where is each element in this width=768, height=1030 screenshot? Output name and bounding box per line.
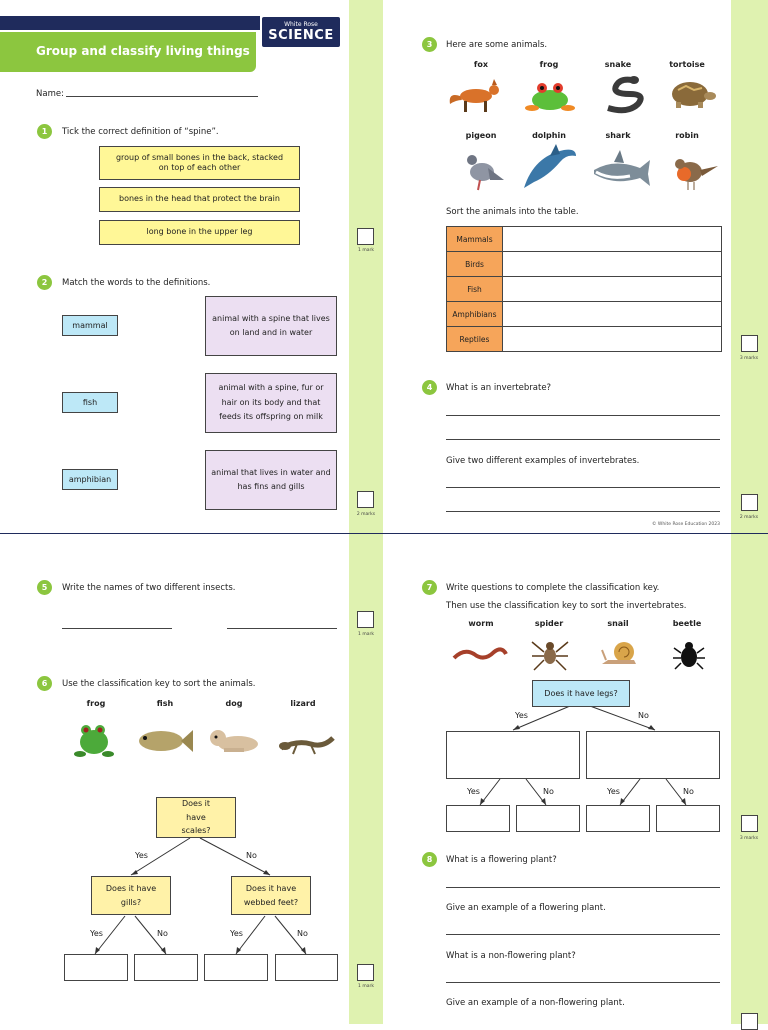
yes-label: Yes bbox=[607, 787, 620, 796]
mark-box-q3[interactable] bbox=[741, 335, 758, 352]
definition-1[interactable]: animal with a spine that lives on land and in water bbox=[205, 296, 337, 356]
table-row bbox=[447, 277, 722, 302]
question-7-text: Write questions to complete the classification key. bbox=[446, 583, 660, 593]
question-5-text: Write the names of two different insects. bbox=[62, 583, 236, 593]
answer-line[interactable] bbox=[227, 628, 337, 629]
answer-reptiles[interactable] bbox=[503, 327, 722, 352]
group-mammals: Mammals bbox=[447, 227, 503, 252]
table-row bbox=[447, 302, 722, 327]
question-8-text: What is a flowering plant? bbox=[446, 855, 557, 865]
worm-image bbox=[450, 640, 510, 668]
table-row bbox=[447, 227, 722, 252]
header-bar bbox=[0, 16, 260, 30]
animal-label-snail: snail bbox=[607, 619, 629, 628]
beetle-image bbox=[672, 638, 706, 672]
tree-frog-image bbox=[70, 718, 116, 760]
white-rose-science-logo bbox=[262, 17, 340, 47]
sort-table bbox=[446, 226, 722, 352]
animal-label-tortoise: tortoise bbox=[669, 60, 705, 69]
tortoise-image bbox=[664, 76, 718, 112]
marks-q6: 1 mark bbox=[358, 984, 374, 989]
page-title: Group and classify living things bbox=[36, 44, 250, 58]
answer-mammals[interactable] bbox=[503, 227, 722, 252]
question-8-text-3: What is a non-flowering plant? bbox=[446, 951, 576, 961]
snake-image bbox=[598, 72, 648, 114]
definition-3[interactable]: animal that lives in water and has fins and gills bbox=[205, 450, 337, 510]
spider-image bbox=[530, 634, 570, 674]
question-number-5: 5 bbox=[37, 580, 52, 595]
question-6-text: Use the classification key to sort the animals. bbox=[62, 679, 256, 689]
answer-line[interactable] bbox=[62, 628, 172, 629]
table-row bbox=[447, 252, 722, 277]
yes-label: Yes bbox=[135, 851, 148, 860]
logo-small-text: White Rose bbox=[284, 21, 318, 28]
question-4-text-2: Give two different examples of invertebrates. bbox=[446, 456, 640, 466]
group-fish: Fish bbox=[447, 277, 503, 302]
frog-image bbox=[522, 76, 578, 114]
marks-q4: 2 marks bbox=[739, 515, 759, 520]
fox-image bbox=[446, 74, 508, 116]
mark-box-q1[interactable] bbox=[357, 228, 374, 245]
answer-line[interactable] bbox=[446, 439, 720, 440]
question-number-4: 4 bbox=[422, 380, 437, 395]
question-8-text-2: Give an example of a flowering plant. bbox=[446, 903, 606, 913]
no-label: No bbox=[683, 787, 694, 796]
dog-image bbox=[204, 724, 268, 756]
table-row bbox=[447, 327, 722, 352]
question-number-3: 3 bbox=[422, 37, 437, 52]
answer-line[interactable] bbox=[446, 415, 720, 416]
mark-box-q7[interactable] bbox=[741, 815, 758, 832]
animal-label-fish-q6: fish bbox=[156, 699, 174, 708]
no-label: No bbox=[157, 929, 168, 938]
animal-label-dog-q6: dog bbox=[225, 699, 243, 708]
answer-box[interactable] bbox=[204, 954, 268, 981]
copyright: © White Rose Education 2023 bbox=[652, 522, 720, 527]
animal-label-pigeon: pigeon bbox=[465, 131, 497, 140]
answer-box[interactable] bbox=[446, 805, 510, 832]
animal-label-frog-q6: frog bbox=[86, 699, 106, 708]
answer-box[interactable] bbox=[64, 954, 128, 981]
answer-box[interactable] bbox=[275, 954, 338, 981]
group-reptiles: Reptiles bbox=[447, 327, 503, 352]
carp-fish-image bbox=[133, 724, 195, 758]
no-label: No bbox=[246, 851, 257, 860]
answer-line[interactable] bbox=[446, 982, 720, 983]
yes-label: Yes bbox=[515, 711, 528, 720]
no-label: No bbox=[638, 711, 649, 720]
answer-amphibians[interactable] bbox=[503, 302, 722, 327]
spine-option-3[interactable]: long bone in the upper leg bbox=[99, 220, 300, 245]
shark-image bbox=[590, 150, 652, 194]
yes-label: Yes bbox=[90, 929, 103, 938]
question-number-6: 6 bbox=[37, 676, 52, 691]
spine-option-1[interactable]: group of small bones in the back, stacked on top of each other bbox=[99, 146, 300, 180]
lizard-image bbox=[277, 726, 337, 758]
mark-box-q8[interactable] bbox=[741, 1013, 758, 1030]
question-1-text: Tick the correct definition of “spine”. bbox=[62, 127, 219, 137]
question-8-text-4: Give an example of a non-flowering plant. bbox=[446, 998, 625, 1008]
question-number-2: 2 bbox=[37, 275, 52, 290]
animal-label-beetle: beetle bbox=[672, 619, 702, 628]
answer-box[interactable] bbox=[656, 805, 720, 832]
key-question-gills: Does it have gills? bbox=[91, 876, 171, 915]
word-mammal[interactable]: mammal bbox=[62, 315, 118, 336]
animal-label-lizard-q6: lizard bbox=[290, 699, 316, 708]
answer-box[interactable] bbox=[134, 954, 198, 981]
question-4-text: What is an invertebrate? bbox=[446, 383, 552, 393]
page-separator bbox=[0, 533, 768, 534]
spine-option-2[interactable]: bones in the head that protect the brain bbox=[99, 187, 300, 212]
answer-birds[interactable] bbox=[503, 252, 722, 277]
mark-box-q6[interactable] bbox=[357, 964, 374, 981]
answer-box[interactable] bbox=[516, 805, 580, 832]
group-birds: Birds bbox=[447, 252, 503, 277]
logo-big-text: SCIENCE bbox=[268, 28, 334, 43]
name-line[interactable] bbox=[66, 96, 258, 97]
key-question-webbed-feet: Does it have webbed feet? bbox=[231, 876, 311, 915]
animal-label-robin: robin bbox=[675, 131, 699, 140]
question-number-7: 7 bbox=[422, 580, 437, 595]
name-label: Name: bbox=[36, 89, 64, 99]
marks-q2: 2 marks bbox=[356, 512, 376, 517]
question-3-text: Here are some animals. bbox=[446, 40, 548, 50]
animal-label-shark: shark bbox=[605, 131, 631, 140]
marks-q3: 3 marks bbox=[739, 356, 759, 361]
snail-image bbox=[600, 636, 640, 670]
robin-image bbox=[668, 150, 720, 192]
answer-line[interactable] bbox=[446, 934, 720, 935]
word-fish[interactable]: fish bbox=[62, 392, 118, 413]
pigeon-image bbox=[458, 146, 506, 194]
definition-2[interactable]: animal with a spine, fur or hair on its body and that feeds its offspring on milk bbox=[205, 373, 337, 433]
marks-q5: 1 mark bbox=[358, 632, 374, 637]
answer-line[interactable] bbox=[446, 487, 720, 488]
marks-q7: 3 marks bbox=[739, 836, 759, 841]
key-question-scales: Does it have scales? bbox=[156, 797, 236, 838]
mark-box-q4[interactable] bbox=[741, 494, 758, 511]
question-7-text-2: Then use the classification key to sort the invertebrates. bbox=[446, 601, 687, 611]
answer-line[interactable] bbox=[446, 511, 720, 512]
animal-label-dolphin: dolphin bbox=[532, 131, 566, 140]
group-amphibians: Amphibians bbox=[447, 302, 503, 327]
animal-label-snake: snake bbox=[604, 60, 632, 69]
mark-box-q2[interactable] bbox=[357, 491, 374, 508]
question-number-8: 8 bbox=[422, 852, 437, 867]
animal-label-worm: worm bbox=[468, 619, 494, 628]
question-input-box-right[interactable] bbox=[586, 731, 720, 779]
word-amphibian[interactable]: amphibian bbox=[62, 469, 118, 490]
key-question-legs: Does it have legs? bbox=[532, 680, 630, 707]
animal-label-spider: spider bbox=[534, 619, 564, 628]
yes-label: Yes bbox=[467, 787, 480, 796]
marks-column-right bbox=[731, 0, 768, 1024]
marks-q1: 1 mark bbox=[358, 248, 374, 253]
mark-box-q5[interactable] bbox=[357, 611, 374, 628]
sort-instruction: Sort the animals into the table. bbox=[446, 207, 579, 217]
yes-label: Yes bbox=[230, 929, 243, 938]
no-label: No bbox=[297, 929, 308, 938]
dolphin-image bbox=[520, 142, 578, 192]
animal-label-frog: frog bbox=[539, 60, 559, 69]
animal-label-fox: fox bbox=[473, 60, 489, 69]
question-input-box-left[interactable] bbox=[446, 731, 580, 779]
no-label: No bbox=[543, 787, 554, 796]
answer-box[interactable] bbox=[586, 805, 650, 832]
answer-line[interactable] bbox=[446, 887, 720, 888]
question-number-1: 1 bbox=[37, 124, 52, 139]
answer-fish[interactable] bbox=[503, 277, 722, 302]
question-2-text: Match the words to the definitions. bbox=[62, 278, 211, 288]
